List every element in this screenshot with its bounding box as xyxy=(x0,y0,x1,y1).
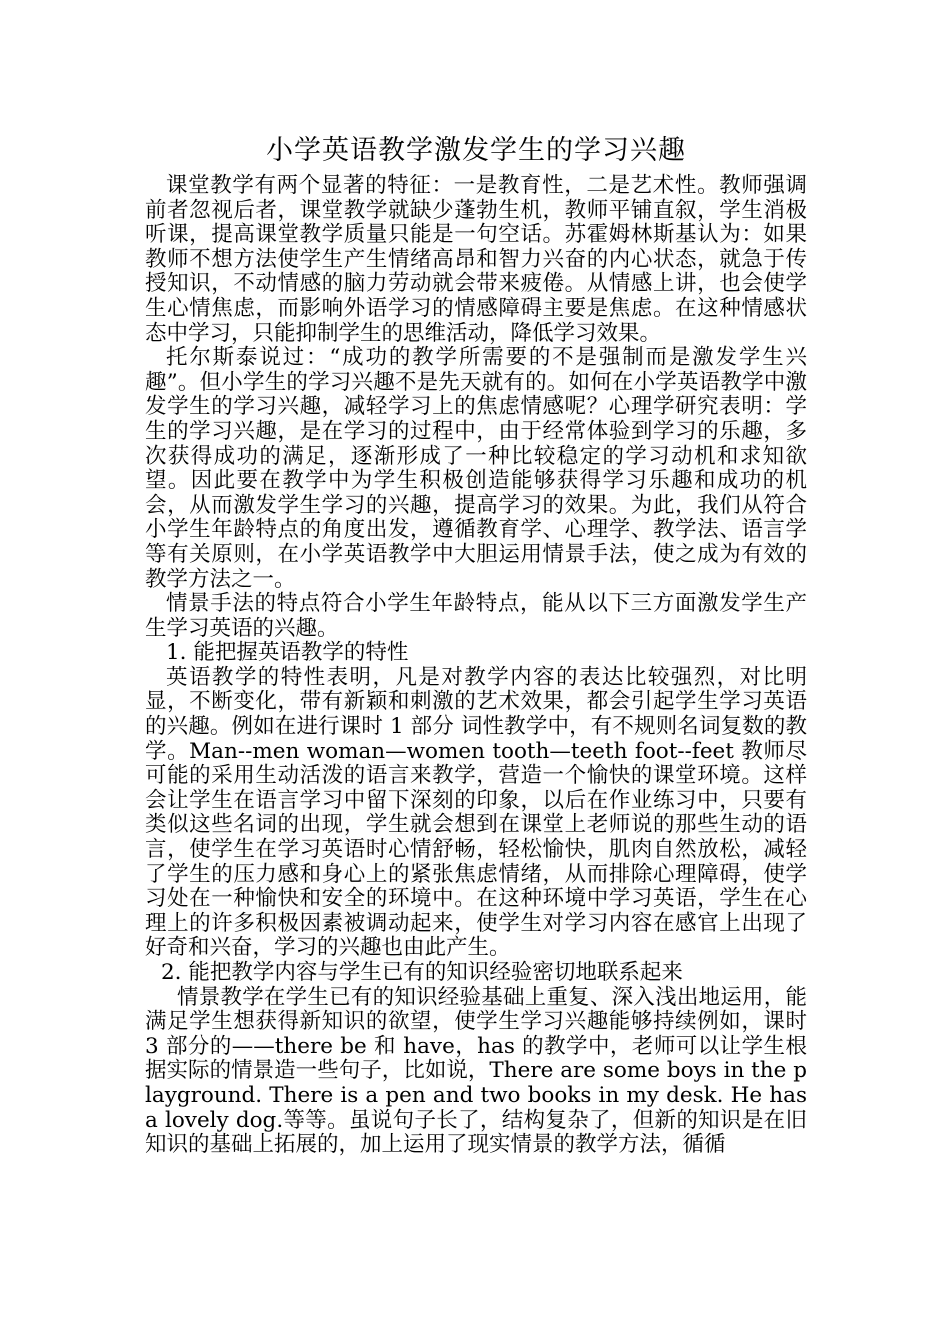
section-2-heading: 2. 能把教学内容与学生已有的知识经验密切地联系起来 xyxy=(161,960,683,985)
document-page xyxy=(145,128,807,1158)
section-2-body: 情景教学在学生已有的知识经验基础上重复、深入浅出地运用，能满足学生想获得新知识的欲望，使学生学习兴趣能够持续例如，课时 3 部分的——there be 和 have，has 的教学中，老师可以让学生根据实际的情景造一些句子，比如说，There are some boys in the playground. There is a pen and two books in my desk. He has a lovely dog.等等。虽说句子长了，结构复杂了，但新的知识是在旧知识的基础上拓展的，加上运用了现实情景的教学方法，循循 xyxy=(145,984,807,1158)
paragraph-3: 情景手法的特点符合小学生年龄特点，能从以下三方面激发学生产生学习英语的兴趣。 xyxy=(145,591,807,641)
section-1-body: 英语教学的特性表明，凡是对教学内容的表达比较强烈，对比明显，不断变化，带有新颖和刺激的艺术效果，都会引起学生学习英语的兴趣。例如在进行课时 1 部分 词性教学中，有不规则名词复数的教学。Man--men woman—women tooth—teeth foot--feet 教师尽可能的采用生动活泼的语言来教学，营造一个愉快的课堂环境。这样会让学生在语言学习中留下深刻的印象，以后在作业练习中，只要有类似这些名词的出现，学生就会想到在课堂上老师说的那些生动的语言，使学生在学习英语时心情舒畅，轻松愉快，肌肉自然放松，减轻了学生的压力感和身心上的紧张焦虑情绪，从而排除心理障碍，使学习处在一种愉快和安全的环境中。在这种环境中学习英语，学生在心理上的许多积极因素被调动起来，使学生对学习内容在感官上出现了好奇和兴奋，学习的兴趣也由此产生。 xyxy=(145,664,807,961)
document-title: 小学英语教学激发学生的学习兴趣 xyxy=(266,135,686,166)
paragraph-1: 课堂教学有两个显著的特征：一是教育性，二是艺术性。教师强调前者忽视后者，课堂教学就缺少蓬勃生机，教师平铺直叙，学生消极听课，提高课堂教学质量只能是一句空话。苏霍姆林斯基认为：如果教师不想方法使学生产生情绪高昂和智力兴奋的内心状态，就急于传授知识，不动情感的脑力劳动就会带来疲倦。从情感上讲，也会使学生心情焦虑，而影响外语学习的情感障碍主要是焦虑。在这种情感状态中学习，只能抑制学生的思维活动，降低学习效果。 xyxy=(145,173,807,346)
paragraph-2: 托尔斯泰说过：“成功的教学所需要的不是强制而是激发学生兴趣”。但小学生的学习兴趣不是先天就有的。如何在小学英语教学中激发学生的学习兴趣，减轻学习上的焦虑情感呢？心理学研究表明：学生的学习兴趣，是在学习的过程中，由于经常体验到学习的乐趣，多次获得成功的满足，逐渐形成了一种比较稳定的学习动机和求知欲望。因此要在教学中为学生积极创造能够获得学习乐趣和成功的机会，从而激发学生学习的兴趣，提高学习的效果。为此，我们从符合小学生年龄特点的角度出发，遵循教育学、心理学、教学法、语言学等有关原则，在小学英语教学中大胆运用情景手法，使之成为有效的教学方法之一。 xyxy=(145,345,807,592)
section-1-heading: 1. 能把握英语教学的特性 xyxy=(166,640,409,666)
